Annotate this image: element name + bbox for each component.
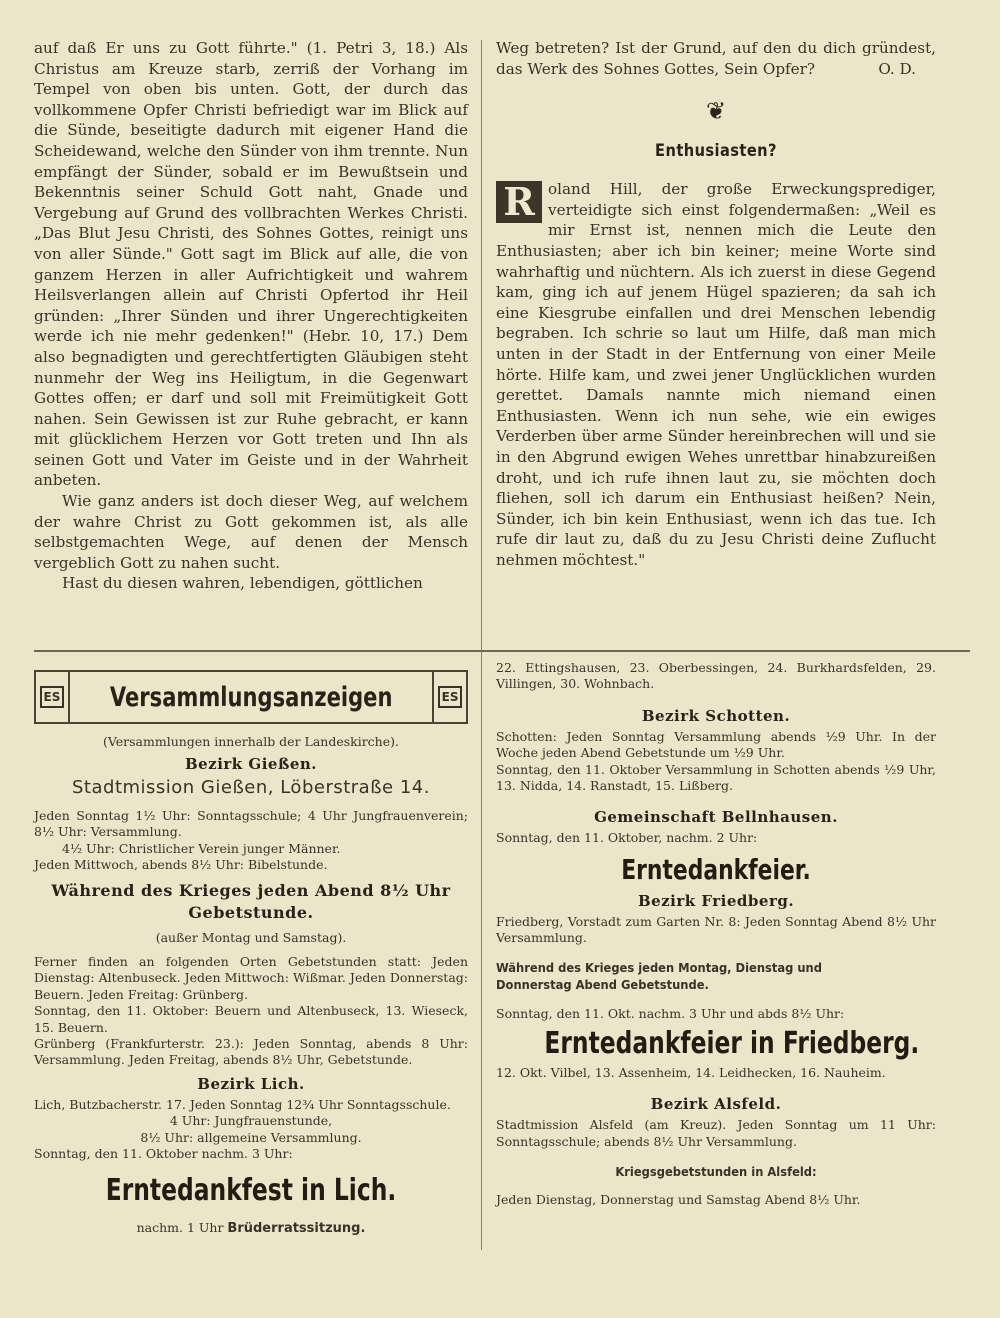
district-heading: Bezirk Alsfeld. — [650, 1095, 782, 1114]
notices-column-right — [496, 660, 936, 1209]
notice-text: 4½ Uhr: Christlicher Verein junger Männer. — [62, 840, 341, 856]
column-divider — [481, 40, 482, 1250]
prayer-announcement: Während des Krieges jeden Abend 8½ Uhr Gebetstunde. — [51, 880, 451, 922]
notice-text: Sonntag, den 11. Oktober, nachm. 2 Uhr: — [496, 830, 758, 846]
article-paragraph: Wie ganz anders ist doch dieser Weg, auf welchem der wahre Christ zu Gott gekommen ist, als alle selbstgemachten Wege, auf denen der Mensch vergeblich Gott zu nahen sucht. — [34, 492, 468, 572]
article-paragraph: Weg betreten? Ist der Grund, auf den du dich gründest, das Werk des Sohnes Gottes, Sein Opfer? — [496, 39, 936, 78]
notice-text: 12. Okt. Vilbel, 13. Assenheim, 14. Leidhecken, 16. Nauheim. — [496, 1065, 886, 1081]
district-heading: Bezirk Lich. — [197, 1074, 305, 1093]
article-paragraph — [496, 179, 936, 570]
banner-ornament-right — [434, 672, 466, 722]
article-column-right — [496, 38, 936, 570]
notice-text: Jeden Sonntag 1½ Uhr: Sonntagsschule; 4 Uhr Jungfrauenverein; 8½ Uhr: Versammlung. — [34, 808, 468, 840]
notice-text: nachm. 1 Uhr Brüderratssitzung. — [136, 1219, 366, 1236]
notice-text: (außer Montag und Samstag). — [155, 929, 347, 945]
notice-text: Schotten: Jeden Sonntag Versammlung abends ½9 Uhr. In der Woche jeden Abend Gebetstunde um ½9 Uhr. — [496, 728, 936, 761]
banner-subtitle: (Versammlungen innerhalb der Landeskirche). — [103, 734, 399, 749]
district-heading: Bezirk Gießen. — [184, 755, 318, 773]
notice-text: Sonntag, den 11. Oktober nachm. 3 Uhr: — [34, 1146, 293, 1162]
fleuron-icon: ❦ — [705, 97, 727, 126]
venue-line: Stadtmission Gießen, Löberstraße 14. — [72, 777, 430, 798]
section-divider — [34, 650, 970, 652]
notice-text: 22. Ettingshausen, 23. Oberbessingen, 24. Burkhardsfelden, 29. Villingen, 30. Wohnbach. — [496, 660, 936, 692]
banner-title: Versammlungsanzeigen — [109, 681, 393, 713]
article-column-left — [34, 38, 468, 594]
notice-text: 4 Uhr: Jungfrauenstunde, — [169, 1113, 333, 1129]
notices-column-left — [34, 664, 468, 1236]
prayer-announcement: Während des Krieges jeden Montag, Dienstag und Donnerstag Abend Gebetstunde. — [496, 960, 822, 993]
ornament-box-icon: ES — [40, 686, 64, 708]
ornament-box-icon: ES — [438, 686, 462, 708]
story-text: oland Hill, der große Erweckungsprediger, verteidigte sich einst folgendermaßen: „Weil es mir Ernst ist, nennen mich die Leute den Enthusiasten; aber ich bin keiner; meine Worte sind wahrhaftig und nüchtern. Als ich zuerst in diese Gegend kam, ging ich auf jenem Hügel spazieren; da sah ich eine Kiesgrube einfallen und drei Menschen lebendig begraben. Ich schrie so laut um Hilfe, daß man mich unten in der Stadt in der Entfernung von einer Meile hörte. Hilfe kam, und zwei jener Unglücklichen wurden gerettet. Damals nannte mich niemand einen Enthusiasten. Wenn ich nun sehe, wie ein ewiges Verderben über arme Sünder hereinbrechen will und sie in den Abgrund ewigen Wehes unrettbar hinabzureißen droht, und ich rufe ihnen laut zu, sie möchten doch fliehen, soll ich darum ein Enthusiast heißen? Nein, Sünder, ich bin kein Enthusiast, wenn ich das tue. Ich rufe dir laut zu, daß du zu Jesu Christi deine Zuflucht nehmen möchtest." — [496, 180, 936, 569]
district-heading: Gemeinschaft Bellnhausen. — [594, 808, 838, 827]
district-heading: Bezirk Friedberg. — [637, 891, 795, 910]
article-title: Enthusiasten? — [655, 141, 777, 162]
harvest-festival-headline: Erntedankfest in Lich. — [105, 1172, 397, 1208]
notice-text: Stadtmission Alsfeld (am Kreuz). Jeden Sonntag um 11 Uhr: Sonntagsschule; abends 8½ Uhr Versammlung. — [496, 1117, 936, 1149]
notice-text: Sonntag, den 11. Oktober: Beuern und Altenbuseck, 13. Wieseck, 15. Beuern. — [34, 1003, 468, 1035]
article-paragraph: Hast du diesen wahren, lebendigen, göttlichen — [62, 574, 423, 593]
district-heading: Bezirk Schotten. — [641, 706, 791, 725]
notice-text: Friedberg, Vorstadt zum Garten Nr. 8: Jeden Sonntag Abend 8½ Uhr Versammlung. — [496, 913, 936, 946]
notice-text: Lich, Butzbacherstr. 17. Jeden Sonntag 12¾ Uhr Sonntagsschule. — [34, 1096, 451, 1112]
prayer-heading: Kriegsgebetstunden in Alsfeld: — [615, 1163, 817, 1179]
notices-banner — [34, 670, 468, 724]
author-signature: O. D. — [878, 59, 916, 78]
notice-text: Jeden Mittwoch, abends 8½ Uhr: Bibelstunde. — [34, 857, 328, 873]
notice-text: 8½ Uhr: allgemeine Versammlung. — [140, 1129, 362, 1145]
notice-text: Jeden Dienstag, Donnerstag und Samstag Abend 8½ Uhr. — [496, 1192, 861, 1208]
notice-text: Ferner finden an folgenden Orten Gebetstunden statt: Jeden Dienstag: Altenbuseck. Jeden Mittwoch: Wißmar. Jeden Donnerstag: Beuern. Jeden Freitag: Grünberg. — [34, 954, 468, 1002]
article-paragraph: auf daß Er uns zu Gott führte." (1. Petri 3, 18.) Als Christus am Kreuze starb, zerriß der Vorhang im Tempel von oben bis unten. Gott, der durch das vollkommene Opfer Christi befriedigt war im Blick auf die Sünde, beseitigte dadurch mit eigener Hand die Scheidewand, welche den Sünder von ihm trennte. Nun empfängt der Sünder, sobald er im Bewußtsein und Bekenntnis seiner Schuld Gott naht, Gnade und Vergebung auf Grund des vollbrachten Werkes Christi. „Das Blut Jesu Christi, des Sohnes Gottes, reinigt uns von aller Sünde." Gott sagt im Blick auf alle, die von ganzem Herzen in aller Aufrichtigkeit und wahrem Heilsverlangen allein auf Christi Opfertod ihr Heil gründen: „Ihrer Sünden und ihrer Ungerechtigkeiten werde ich nie mehr gedenken!" (Hebr. 10, 17.) Dem also begnadigten und gerechtfertigten Gläubigen steht nunmehr der Weg ins Heiligtum, in die Gegenwart Gottes offen; er darf und soll mit Freimütigkeit Gott nahen. Sein Gewissen ist zur Ruhe gebracht, er kann mit glücklichem Herzen vor Gott treten und Ihn als seinen Gott und Vater im Geiste und in der Wahrheit anbeten. — [34, 39, 468, 490]
drop-cap: R — [496, 181, 542, 223]
notice-text: Sonntag, den 11. Oktober Versammlung in Schotten abends ½9 Uhr, 13. Nidda, 14. Ranstadt, 15. Lißberg. — [496, 761, 936, 794]
notice-text: Sonntag, den 11. Okt. nachm. 3 Uhr und abds 8½ Uhr: — [496, 1005, 845, 1021]
council-meeting: Brüderratssitzung. — [227, 1220, 366, 1236]
banner-ornament-left — [36, 672, 68, 722]
harvest-thanks-headline: Erntedankfeier in Friedberg. — [544, 1026, 920, 1062]
notice-text: Grünberg (Frankfurterstr. 23.): Jeden Sonntag, abends 8 Uhr: Versammlung. Jeden Freitag, abends 8½ Uhr, Gebetstunde. — [34, 1036, 468, 1068]
harvest-thanks-headline: Erntedankfeier. — [621, 852, 811, 886]
